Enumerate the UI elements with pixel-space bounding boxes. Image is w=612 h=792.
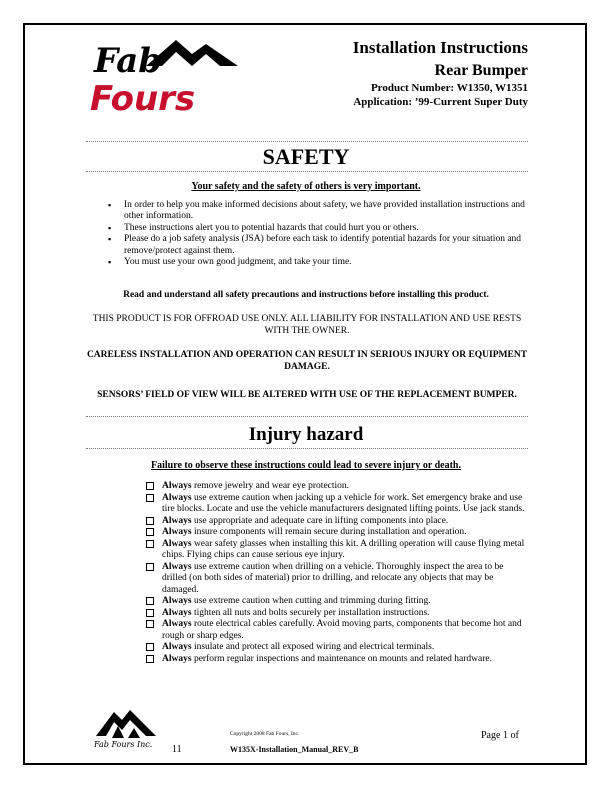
page-total: 11 (172, 744, 182, 755)
checkbox-icon (146, 609, 154, 617)
logo-line2: Fours (90, 79, 196, 116)
list-item: Always insulate and protect all exposed wiring and electrical terminals. (146, 642, 530, 654)
read-notice: Read and understand all safety precautions and instructions before installing this product. (123, 290, 489, 300)
list-item: ▪ In order to help you make informed decisions about safety, we have provided installation instructions and other information. (104, 200, 534, 223)
divider (86, 141, 528, 142)
file-name: W135X-Installation_Manual_REV_B (230, 745, 359, 754)
safety-title: SAFETY (262, 144, 350, 169)
checkbox-icon (146, 597, 154, 605)
checkbox-icon (146, 528, 154, 536)
checkbox-icon (146, 620, 154, 628)
list-item: Always use extreme caution when drilling on a vehicle. Thoroughly inspect the area to be drilled (on both sides of material) prior to drilling, and relocate any objects that may be damaged. (146, 562, 530, 597)
copyright: Copyright 2008 Fab Fours, Inc. (230, 731, 300, 737)
list-item: ▪ You must use your own good judgment, and take your time. (104, 257, 534, 268)
checkbox-icon (146, 482, 154, 490)
fab-fours-logo (88, 36, 276, 116)
checkbox-icon (146, 494, 154, 502)
checkbox-icon (146, 655, 154, 663)
page-label: Page 1 of (481, 730, 519, 741)
divider (86, 171, 528, 172)
list-item: Always remove jewelry and wear eye protection. (146, 481, 530, 493)
list-item: ▪ These instructions alert you to potential hazards that could hurt you or others. (104, 223, 534, 234)
checkbox-icon (146, 517, 154, 525)
list-item: Always use extreme caution when jacking up a vehicle for work. Set emergency brake and use tire blocks. Locate and use the vehicle manufacturers designated lifting points. Use jack stands. (146, 493, 530, 516)
list-item: Always perform regular inspections and maintenance on mounts and related hardware. (146, 654, 530, 666)
sensor-notice: SENSORS’ FIELD OF VIEW WILL BE ALTERED WITH USE OF THE REPLACEMENT BUMPER. (97, 390, 517, 400)
checkbox-icon (146, 643, 154, 651)
logo-line1: Fab (94, 41, 163, 81)
product-name: Rear Bumper (434, 62, 528, 79)
list-item: Always route electrical cables carefully. Avoid moving parts, components that become hot and rough or sharp edges. (146, 619, 530, 642)
injury-list (146, 481, 530, 665)
list-item: Always use appropriate and adequate care in lifting components into place. (146, 516, 530, 528)
footer-company: Fab Fours Inc. (94, 740, 153, 749)
product-number: Product Number: W1350, W1351 (370, 82, 528, 94)
list-item: Always insure components will remain secure during installation and operation. (146, 527, 530, 539)
careless-notice: CARELESS INSTALLATION AND OPERATION CAN RESULT IN SERIOUS INJURY OR EQUIPMENT DAMAGE. (86, 350, 528, 372)
safety-subtitle: Your safety and the safety of others is very important. (191, 181, 421, 192)
divider (86, 448, 528, 449)
injury-title: Injury hazard (248, 424, 364, 445)
offroad-notice: THIS PRODUCT IS FOR OFFROAD USE ONLY. ALL LIABILITY FOR INSTALLATION AND USE RESTS WITH THE OWNER. (92, 314, 522, 336)
safety-bullet-list (104, 200, 534, 268)
application: Application: ’99-Current Super Duty (353, 96, 528, 108)
checkbox-icon (146, 563, 154, 571)
injury-subtitle: Failure to observe these instructions could lead to severe injury or death. (151, 460, 461, 471)
list-item: Always use extreme caution when cutting and trimming during fitting. (146, 596, 530, 608)
doc-title: Installation Instructions (352, 38, 528, 57)
divider (86, 416, 528, 417)
list-item: Always wear safety glasses when installing this kit. A drilling operation will cause flying metal chips. Flying chips can cause serious eye injury. (146, 539, 530, 562)
list-item: ▪ Please do a job safety analysis (JSA) before each task to identify potential hazards for your situation and remove/protect against them. (104, 234, 534, 257)
checkbox-icon (146, 540, 154, 548)
list-item: Always tighten all nuts and bolts securely per installation instructions. (146, 608, 530, 620)
